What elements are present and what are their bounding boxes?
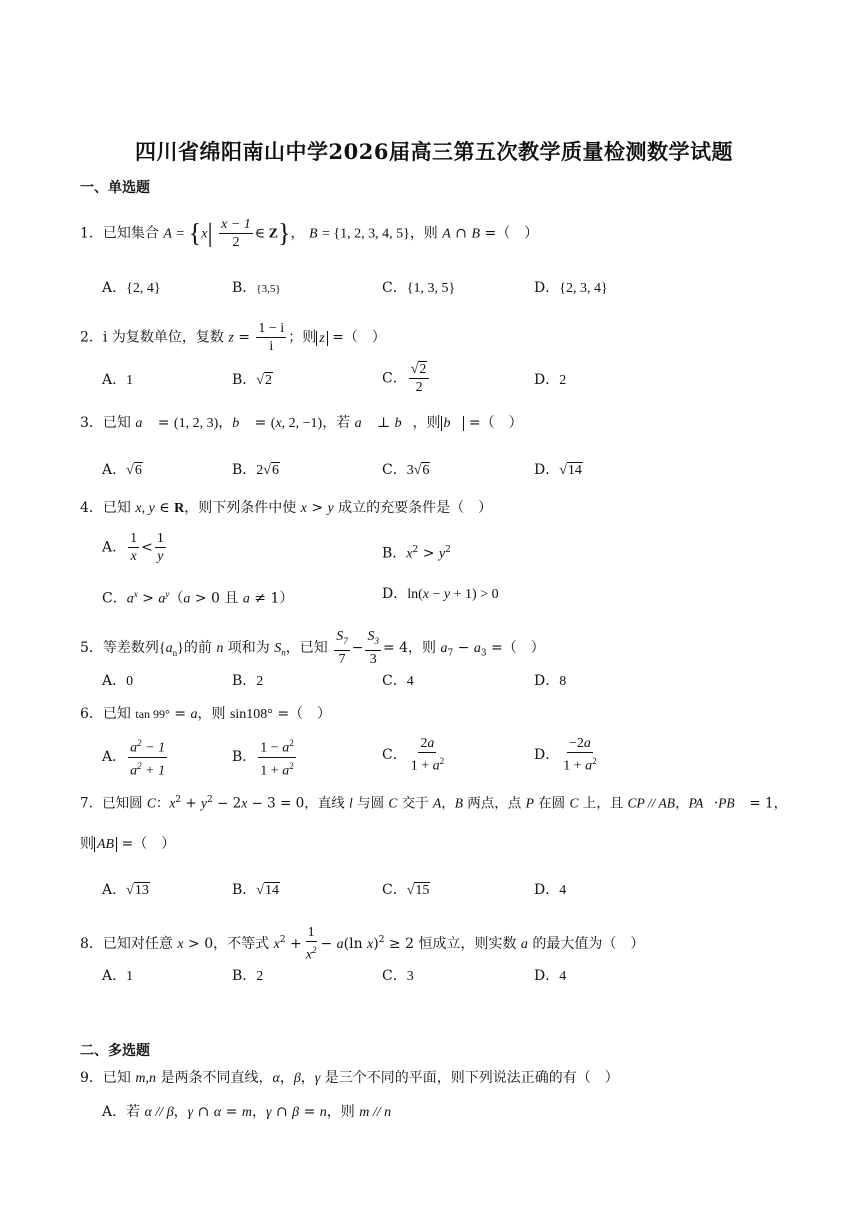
q4-option-d[interactable]: D．ln(x − y + 1) > 0	[382, 586, 499, 602]
q4-option-c[interactable]: C．$a^x > a^y(a > 0$ 且 a ≠ 1）	[102, 589, 294, 607]
q8-option-d[interactable]: D．4	[534, 968, 567, 984]
q5-option-a[interactable]: A．0	[102, 673, 134, 689]
question-number: 5．	[80, 639, 103, 656]
question-5: 5．等差数列$\{a_n\}$的前 n 项和为 $S_n$，已知 $\frac{S_7}{7}$ − $\frac{S_3}{3}$ = 4，则 $a_7 - a_3$ =（ ）	[80, 629, 545, 667]
question-number: 2．	[80, 329, 103, 346]
q9-option-a[interactable]: A．若 α // β，γ ∩ α = m，γ ∩ β = n，则 m // n	[102, 1104, 392, 1120]
q6-option-b[interactable]: B． $\frac{1 - a^2}{1 + a^2}$	[232, 735, 298, 779]
question-number: 3．	[80, 415, 103, 431]
q4-option-a[interactable]: A． $\frac{1}{x}$ < $\frac{1}{y}$	[102, 531, 164, 564]
question-number: 4．	[80, 500, 103, 516]
q3-option-c[interactable]: C．3√6	[382, 462, 430, 478]
q3-option-b[interactable]: B．2√6	[232, 462, 279, 478]
question-9: 9．已知 m,n 是两条不同直线，α，β，γ 是三个不同的平面，则下列说法正确的有（ ）	[80, 1070, 619, 1086]
q8-option-c[interactable]: C．3	[382, 968, 414, 984]
q8-option-b[interactable]: B．2	[232, 968, 264, 984]
q1-option-a[interactable]: A．{2, 4}	[102, 280, 161, 296]
question-6: 6．已知 tan 99° = a，则 sin108° =（ ）	[80, 706, 332, 722]
question-8: 8．已知对任意 x > 0，不等式 $x^2$ + $\frac{1}{x^2}$ − a(ln x)$^2$ ≥ 2 恒成立，则实数 a 的最大值为（ ）	[80, 925, 645, 963]
q3-option-d[interactable]: D．√14	[534, 462, 582, 478]
question-number: 7．	[80, 795, 103, 812]
q6-option-d[interactable]: D． $\frac{-2a}{1 + a^2}$	[534, 736, 597, 774]
q1-option-b[interactable]: B．{3,5}	[232, 280, 281, 296]
q3-option-a[interactable]: A．√6	[102, 462, 142, 478]
q2-option-b[interactable]: B．√2	[232, 372, 272, 388]
question-7-line2: 则 AB =（ ）	[80, 836, 176, 852]
q7-option-b[interactable]: B．√14	[232, 882, 279, 898]
q1-option-d[interactable]: D．{2, 3, 4}	[534, 280, 608, 296]
q2-option-d[interactable]: D．2	[534, 372, 567, 388]
question-4: 4．已知 x, y ∈ R，则下列条件中使 x > y 成立的充要条件是（ ）	[80, 500, 493, 516]
q1-option-c[interactable]: C．{1, 3, 5}	[382, 280, 456, 296]
question-number: 1．	[80, 225, 103, 242]
question-2: 2．i 为复数单位，复数 z = $\frac{1 - i}{i}$ ；则 z =（ ）	[80, 321, 386, 354]
q5-option-c[interactable]: C．4	[382, 673, 414, 689]
question-number: 6．	[80, 706, 103, 722]
page-title: 四川省绵阳南山中学2026届高三第五次教学质量检测数学试题	[135, 139, 733, 164]
q7-option-d[interactable]: D．4	[534, 882, 567, 898]
q5-option-b[interactable]: B．2	[232, 673, 264, 689]
q2-option-a[interactable]: A．1	[102, 372, 134, 388]
q4-option-b[interactable]: B．$x^2 > y^2$	[382, 545, 451, 562]
q2-option-c[interactable]: C． $\frac{√2}{2}$	[382, 361, 431, 396]
section-heading-multi: 二、多选题	[80, 1043, 150, 1059]
question-7: 7．已知圆 C：$x^2 + y^2 - 2x - 3 = 0$，直线 l 与圆 C 交于 A，B 两点，点 P 在圆 C 上，且 CP // AB，PA⃗·PB⃗ = 1，	[80, 795, 788, 812]
q8-option-a[interactable]: A．1	[102, 968, 134, 984]
question-number: 8．	[80, 935, 103, 952]
question-1: 1．已知集合 A = {x| $\frac{x - 1}{2}$ ∈ Z}， B = {1, 2, 3, 4, 5}，则 A ∩ B =（ ）	[80, 217, 539, 250]
question-3: 3．已知 a⃗ = (1, 2, 3)，b⃗ = (x, 2, −1)，若 a⃗ ⊥ b⃗，则 b⃗ =（ ）	[80, 415, 523, 431]
q6-option-c[interactable]: C． $\frac{2a}{1 + a^2}$	[382, 736, 445, 774]
q7-option-a[interactable]: A．√13	[102, 882, 149, 898]
question-number: 9．	[80, 1070, 103, 1086]
section-heading-single: 一、单选题	[80, 180, 150, 196]
q5-option-d[interactable]: D．8	[534, 673, 567, 689]
q7-option-c[interactable]: C．√15	[382, 882, 430, 898]
q6-option-a[interactable]: A． $\frac{a^2 - 1}{a^2 + 1}$	[102, 735, 169, 779]
